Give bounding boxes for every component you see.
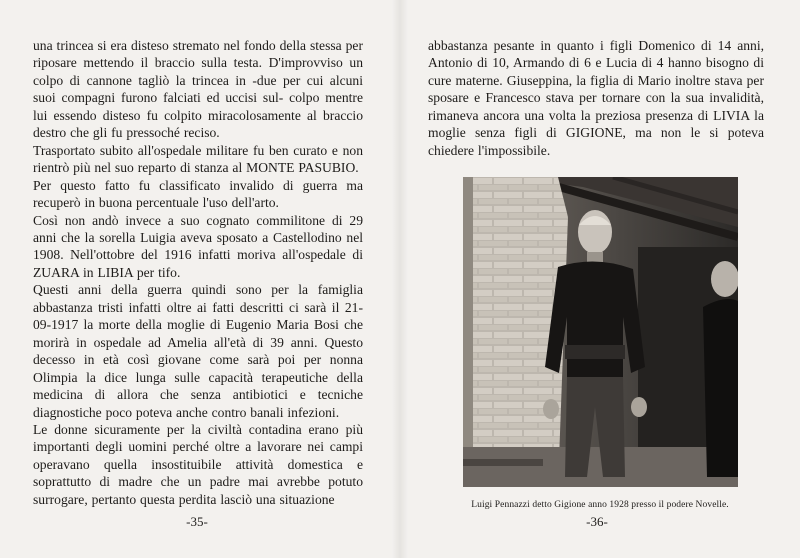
right-page-text (428, 37, 764, 159)
page-number: -36- (586, 514, 608, 529)
paragraph: Per questo fatto fu classificato invalido di guerra ma recuperò in buona percentuale l'uso dell'arto. (33, 177, 363, 211)
right-page (400, 0, 800, 558)
paragraph: abbastanza pesante in quanto i figli Domenico di 14 anni, Antonio di 10, Armando di 6 e Lucia di 4 hanno bisogno di cure materne. Giuseppina, la figlia di Mario inoltre stava per sposare e Francesco stava per tornare con la sua invalidità, rimaneva ancora una volta la preziosa presenza di LIVIA la moglie senza figli di GIGIONE, ma non le si poteva chiedere l'impossibile. (428, 38, 764, 158)
paragraph: Così non andò invece a suo cognato commilitone di 29 anni che la sorella Luigia aveva sposato a Castellodino nel 1908. Nell'ottobre del 1916 infatti moriva all'ospedale di ZUARA in LIBIA per tifo. (33, 212, 363, 280)
page-number: -35- (186, 514, 208, 529)
paragraph: una trincea si era disteso stremato nel fondo della stessa per riposare mettendo il braccio sulla testa. D'improvviso un colpo di cannone tagliò la trincea in -due per cui alcuni suoi compagni furono falciati ed uccisi sul- colpo mentre lui essendo disteso fu colpito miracolosamente al braccio destro che gli fu pressoché reciso. (33, 38, 363, 141)
photo-illustration (463, 177, 738, 487)
paragraph: Trasportato subito all'ospedale militare fu ben curato e non rientrò più nel suo reparto di stanza al MONTE PASUBIO. (33, 142, 363, 176)
paragraph: Questi anni della guerra quindi sono per la famiglia abbastanza tristi infatti oltre ai fatti descritti ci sarà il 21-09-1917 la morte della moglie di Eugenio Maria Bosi che morirà in ospedale ad Amelia all'età di 39 anni. Questo decesso in età così giovane come sarà poi per nonna Olimpia la dice lunga sulle capacità terapeutiche della medicina di allora che senza antibiotici e tecniche diagnostiche poco poteva anche contro banali infezioni. (33, 282, 363, 420)
left-page-text (33, 37, 363, 508)
historical-photo (463, 177, 738, 487)
paragraph: Le donne sicuramente per la civiltà contadina erano più importanti degli uomini perché oltre a lavorare nei campi operavano quella insostituibile attività domestica e soprattutto di madre che un padre mai avrebbe potuto surrogare, pertanto questa perdita lasciò una situazione (33, 421, 363, 507)
photo-caption: Luigi Pennazzi detto Gigione anno 1928 presso il podere Novelle. (471, 500, 729, 510)
